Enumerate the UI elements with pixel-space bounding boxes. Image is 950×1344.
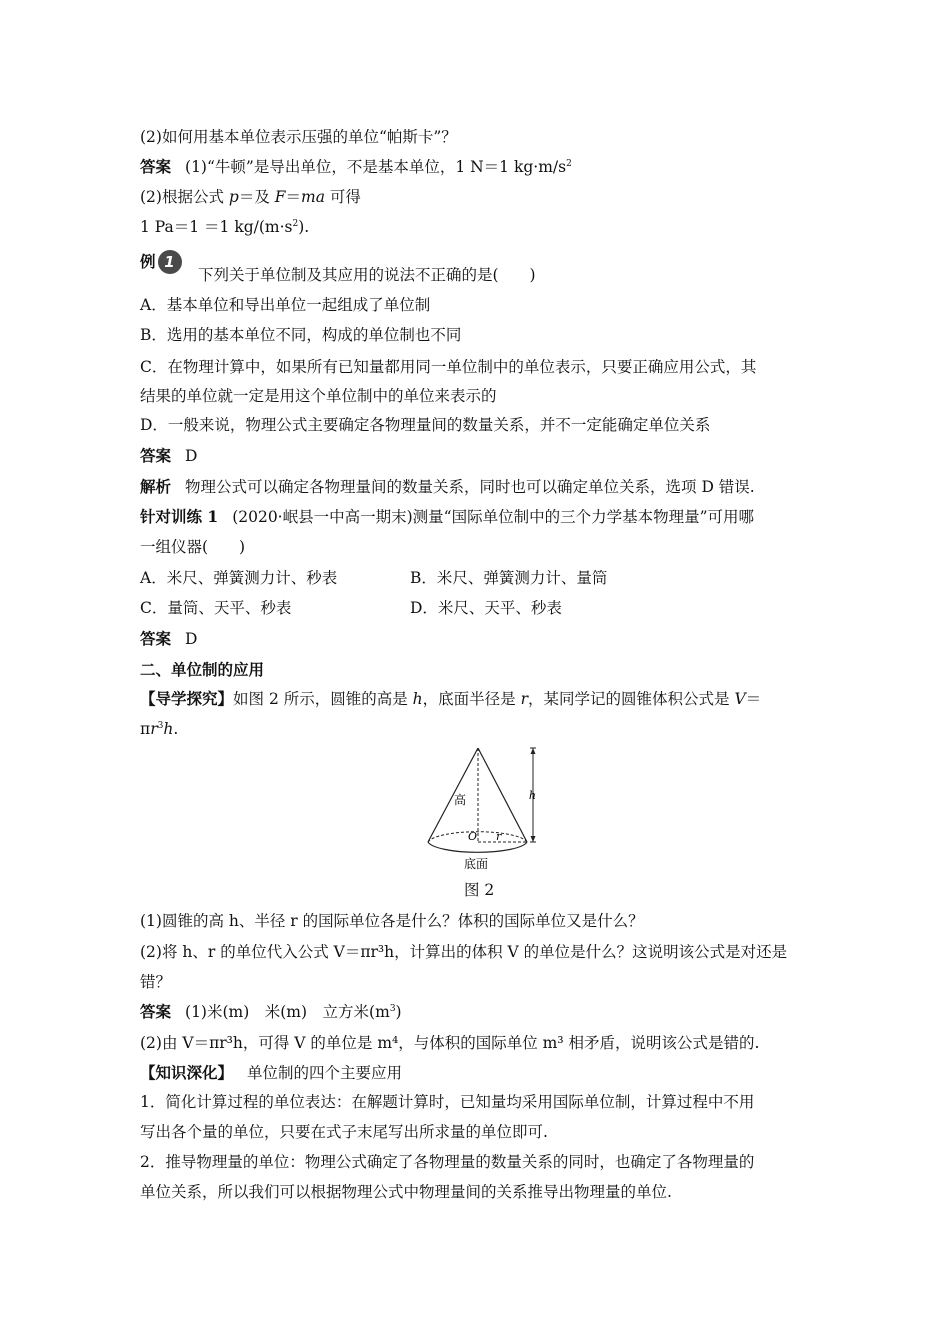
var-V: V — [734, 690, 746, 708]
var-F: F — [274, 188, 286, 206]
answer-3-text: 1 Pa＝1 ＝1 kg/(m·s — [140, 218, 293, 236]
example-header — [140, 250, 182, 274]
var-ma: ma — [301, 188, 325, 206]
example-number: 1 — [158, 250, 182, 274]
answer-3-sup: 2 — [292, 219, 299, 229]
explore-label: 【导学探究】 — [140, 689, 234, 708]
cone-left-edge — [428, 748, 478, 842]
answer-line-2 — [140, 186, 361, 208]
question-2: (2)如何用基本单位表示压强的单位“帕斯卡”？ — [140, 128, 457, 146]
question-2b: 错？ — [140, 973, 172, 991]
analysis-text: 物理公式可以确定各物理量间的数量关系，同时也可以确定单位关系，选项 D 错误. — [185, 478, 755, 496]
base-front-arc — [428, 842, 527, 852]
training-option-c: C．量筒、天平、秒表 — [140, 599, 292, 617]
training-stem-line1 — [140, 506, 754, 528]
explore-eq: ＝ — [745, 690, 762, 708]
section-answer-2: (2)由 V＝πr³h，可得 V 的单位是 m⁴，与体积的国际单位 m³ 相矛盾，说明该公式是错的. — [140, 1034, 760, 1052]
answer-2-eq: ＝ — [285, 188, 302, 206]
example-badge — [140, 250, 182, 274]
answer-1-text: (1)“牛顿”是导出单位，不是基本单位，1 N＝1 kg·m/s — [185, 158, 567, 176]
deepen-title: 单位制的四个主要应用 — [247, 1064, 403, 1082]
section-title: 二、单位制的应用 — [140, 660, 265, 679]
point-1-line2: 写出各个量的单位，只要在式子末尾写出所求量的单位即可. — [140, 1123, 548, 1141]
example-answer-value: D — [185, 447, 198, 465]
label-r: r — [496, 830, 502, 843]
section-answer-1-sup: 3 — [389, 1004, 396, 1014]
explore-text-1: 如图 2 所示，圆锥的高是 — [233, 690, 413, 708]
explore-line1 — [140, 688, 761, 710]
training-option-d: D．米尺、天平、秒表 — [410, 599, 562, 617]
var-r: r — [520, 690, 529, 708]
answer-line-1 — [140, 156, 572, 178]
label-O: O — [468, 830, 478, 843]
point-1-line1: 1．简化计算过程的单位表达：在解题计算时，已知量均采用国际单位制，计算过程中不用 — [140, 1093, 755, 1111]
dim-arrow-bottom — [531, 836, 536, 842]
point-2-line1: 2．推导物理量的单位：物理公式确定了各物理量的数量关系的同时，也确定了各物理量的 — [140, 1153, 755, 1171]
explore-end: . — [173, 720, 179, 738]
example-option-c-line1: C．在物理计算中，如果所有已知量都用同一单位制中的单位表示，只要正确应用公式，其 — [140, 358, 757, 376]
example-label: 例 — [140, 252, 156, 271]
answer-line-3 — [140, 216, 309, 238]
answer-2-post: 可得 — [325, 188, 361, 206]
example-option-d: D．一般来说，物理公式主要确定各物理量间的数量关系，并不一定能确定单位关系 — [140, 416, 711, 434]
section-answer-1-end: ) — [395, 1003, 402, 1021]
explore-line2 — [140, 718, 178, 740]
var-r-2: r — [150, 720, 158, 738]
training-stem-line2: 一组仪器( ) — [140, 538, 246, 556]
label-base: 底面 — [464, 857, 489, 871]
example-option-a: A．基本单位和导出单位一起组成了单位制 — [140, 296, 431, 314]
var-h-2: h — [163, 720, 174, 738]
training-options-row2 — [140, 597, 562, 619]
training-option-a: A．米尺、弹簧测力计、秒表 — [140, 569, 338, 587]
question-1: (1)圆锥的高 h、半径 r 的国际单位各是什么？体积的国际单位又是什么？ — [140, 912, 644, 930]
var-p: p — [228, 188, 239, 206]
deepen-label: 【知识深化】 — [140, 1063, 234, 1082]
var-h: h — [412, 690, 423, 708]
cone-figure — [420, 744, 540, 874]
label-gao: 高 — [454, 793, 467, 807]
section-answer-1-text: (1)米(m) 米(m) 立方米(m — [185, 1003, 390, 1021]
example-answer — [140, 445, 197, 467]
training-answer-value: D — [185, 630, 198, 648]
training-label: 针对训练 1 — [140, 507, 219, 526]
deepen-header — [140, 1062, 402, 1084]
point-2-line2: 单位关系，所以我们可以根据物理公式中物理量间的关系推导出物理量的单位. — [140, 1183, 672, 1201]
answer-1-sup: 2 — [566, 159, 572, 169]
figure-caption: 图 2 — [464, 881, 495, 899]
training-option-b: B．米尺、弹簧测力计、量筒 — [410, 569, 608, 587]
example-option-c-line2: 结果的单位就一定是用这个单位制中的单位来表示的 — [140, 387, 497, 405]
cone-right-edge — [478, 748, 527, 842]
dim-arrow-top — [531, 748, 536, 754]
training-answer — [140, 628, 197, 650]
answer-2-mid: ＝及 — [238, 188, 275, 206]
section-answer-label: 答案 — [140, 1002, 172, 1021]
analysis-label: 解析 — [140, 477, 172, 496]
answer-2-pre: (2)根据公式 — [140, 188, 229, 206]
example-stem: 下列关于单位制及其应用的说法不正确的是( ) — [198, 266, 536, 284]
example-analysis — [140, 476, 755, 498]
training-options-row1 — [140, 567, 608, 589]
example-answer-label: 答案 — [140, 446, 172, 465]
explore-text-3: ，某同学记的圆锥体积公式是 — [528, 690, 735, 708]
symbol-pi: π — [140, 720, 151, 738]
label-h: h — [528, 789, 536, 802]
section-answer-1 — [140, 1001, 402, 1023]
training-answer-label: 答案 — [140, 629, 172, 648]
answer-label: 答案 — [140, 157, 172, 176]
example-option-b: B．选用的基本单位不同，构成的单位制也不同 — [140, 326, 462, 344]
training-stem-1: (2020·岷县一中高一期末)测量“国际单位制中的三个力学基本物理量”可用哪 — [232, 508, 755, 526]
answer-3-end: ). — [298, 218, 310, 236]
explore-text-2: ，底面半径是 — [422, 690, 521, 708]
question-2a: (2)将 h、r 的单位代入公式 V＝πr³h，计算出的体积 V 的单位是什么？这说明该公式是对还是 — [140, 943, 788, 961]
cube-sup: 3 — [157, 721, 164, 731]
